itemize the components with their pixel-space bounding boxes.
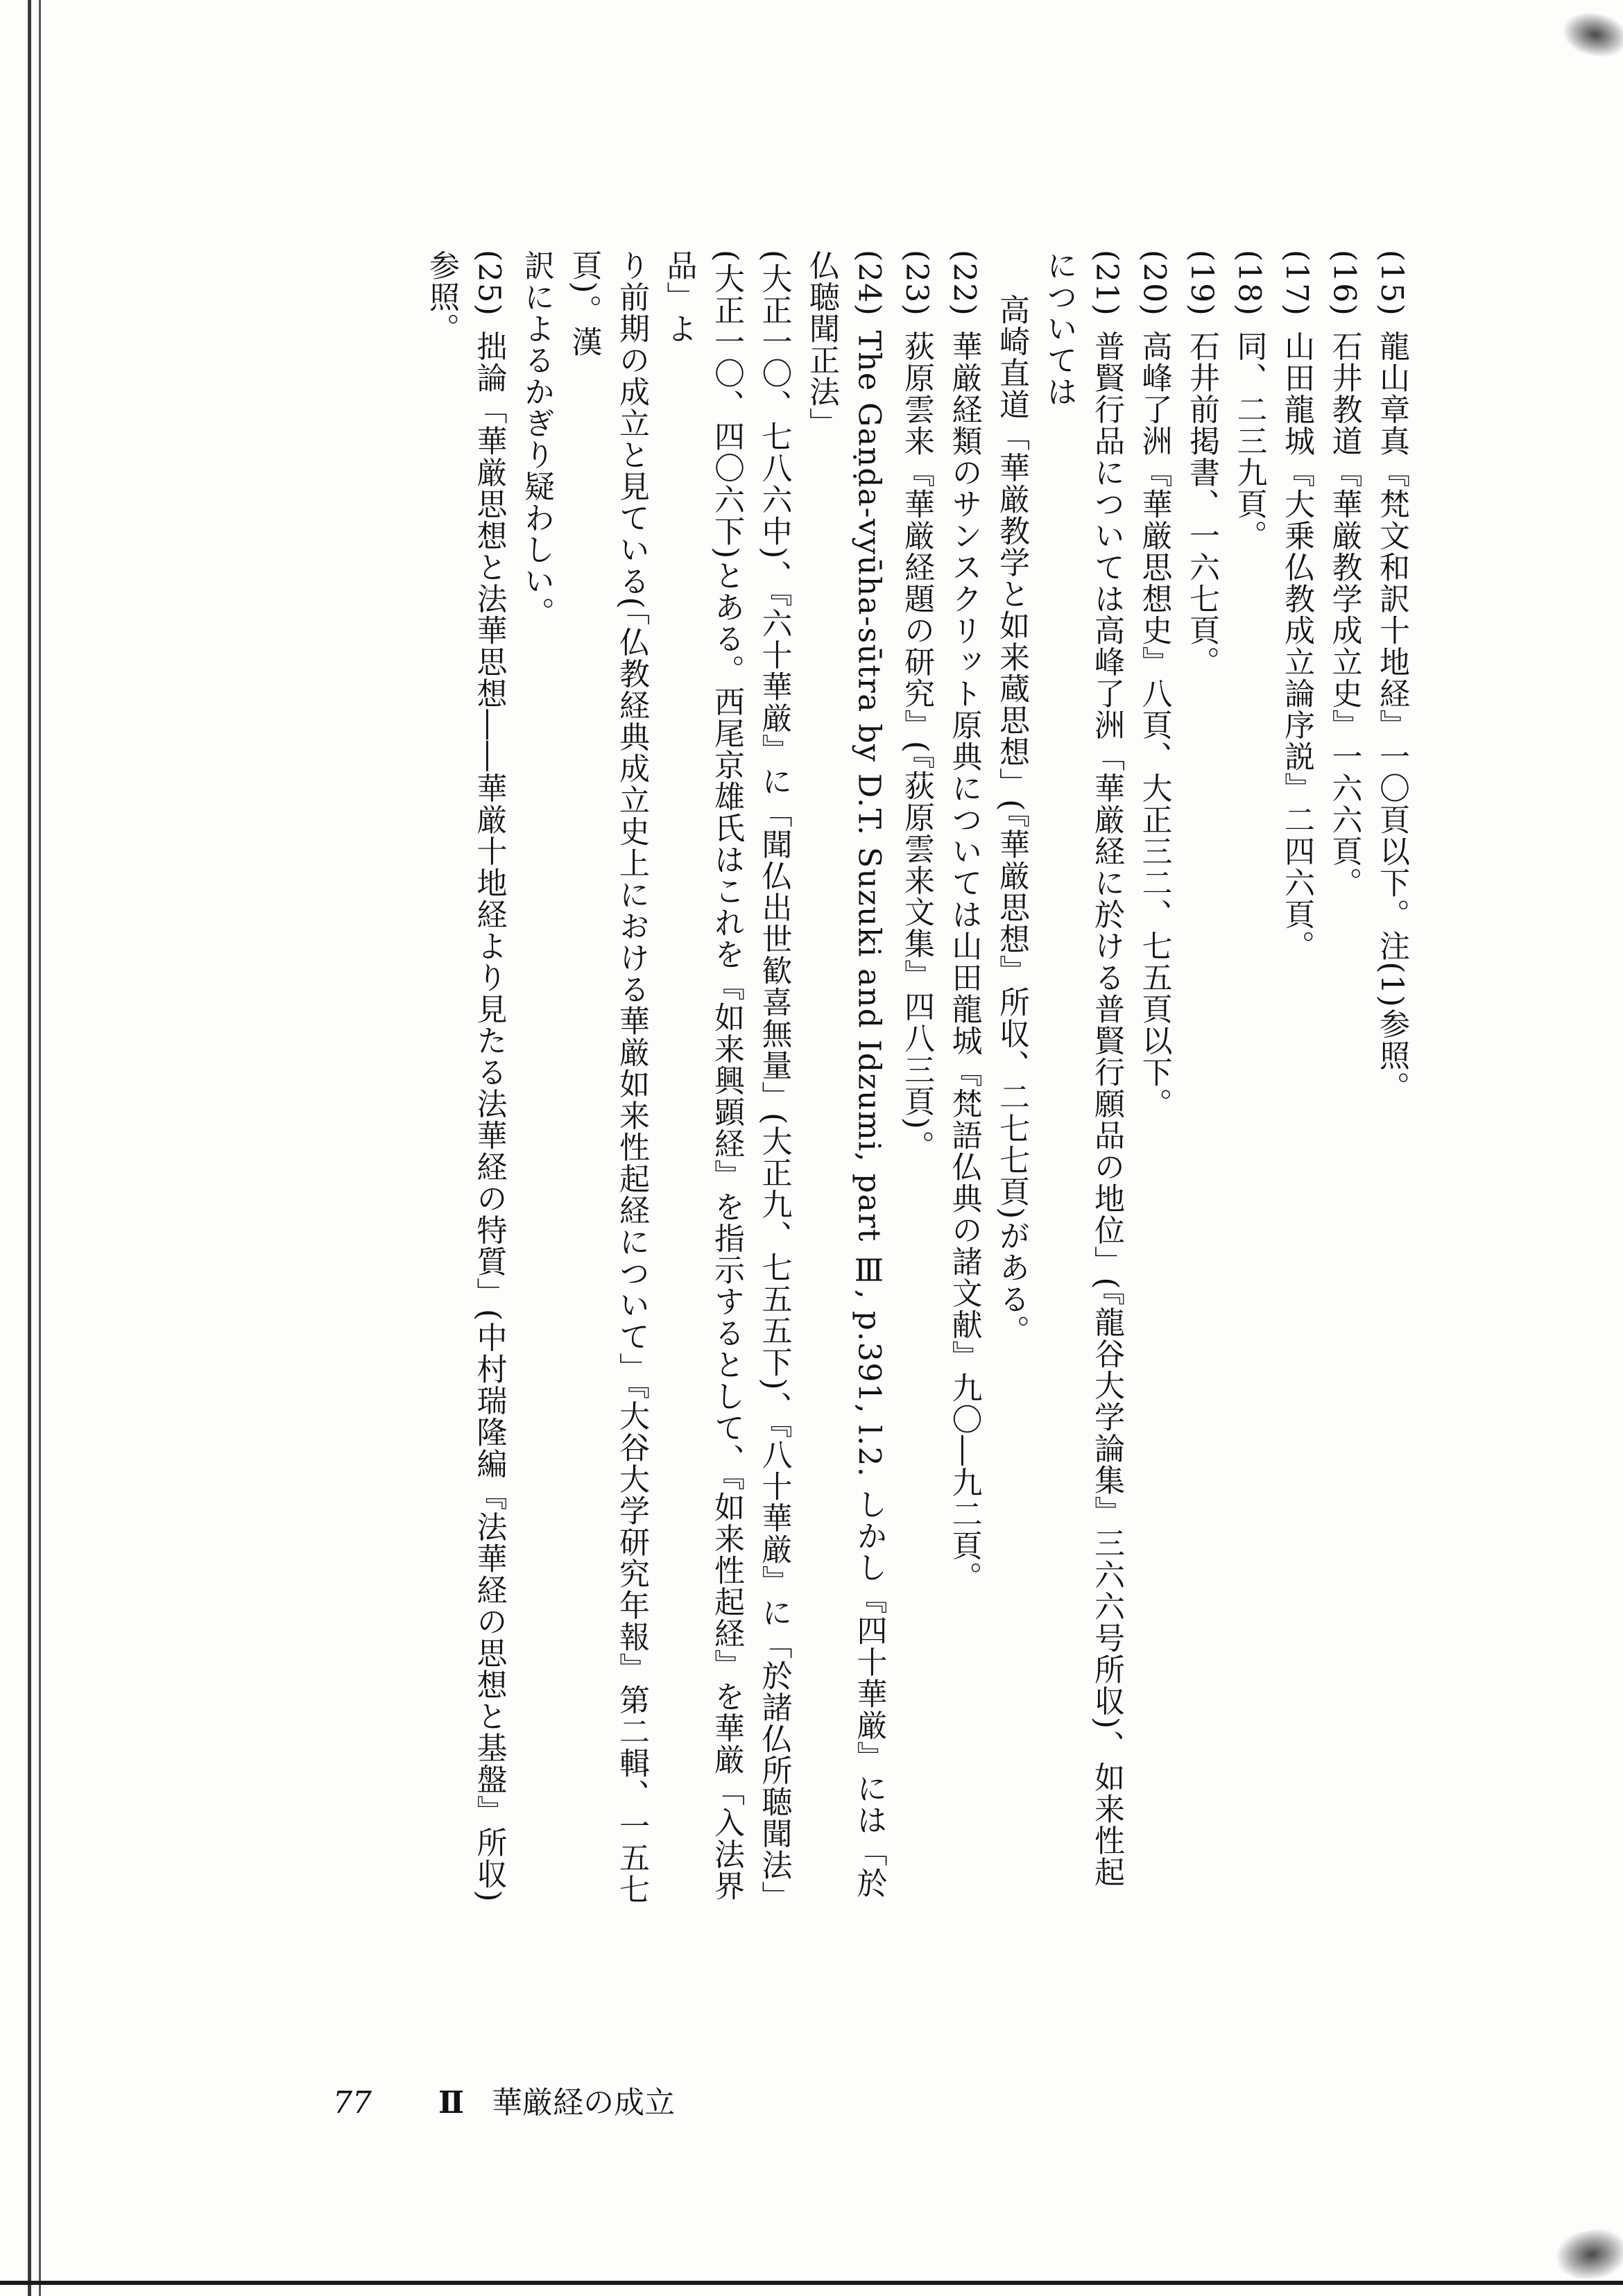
note-text: The Gaṇḍa-vyūha-sūtra by D.T. Suzuki and Idzumi, part Ⅲ, p.391, l.2. しかし『四十華厳』には「於仏聴聞正法」 bbox=[804, 250, 887, 1899]
note-text: 山田龍城『大乗仏教成立論序説』二四六頁。 bbox=[1279, 330, 1314, 962]
note-text: 訳によるかぎり疑わしい。 bbox=[519, 250, 554, 628]
note-text: り前期の成立と見ている(「仏教経典成立史上における華厳如来性起経について」『大谷大学研究年報』第二輯、一五七頁)。漢 bbox=[566, 250, 649, 1905]
endnote bbox=[1225, 250, 1273, 1914]
note-text: 荻原雲来『華厳経題の研究』(『荻原雲来文集』四八三頁)。 bbox=[899, 330, 934, 1162]
endnote bbox=[1035, 250, 1130, 1914]
note-text: 高崎直道「華厳教学と如来蔵思想」(『華厳思想』所収、二七七頁)がある。 bbox=[994, 294, 1029, 1346]
note-number: (22) bbox=[946, 250, 982, 317]
note-text: (大正一〇、四〇六下)とある。西尾京雄氏はこれを『如来興顕経』を指示するとして、『如来性起経』を華厳「入法界品」よ bbox=[661, 250, 744, 1902]
endnote bbox=[798, 250, 893, 1914]
note-number: (16) bbox=[1326, 250, 1362, 317]
endnote bbox=[1130, 250, 1178, 1914]
note-number: (19) bbox=[1184, 250, 1219, 317]
endnote bbox=[940, 250, 988, 1914]
part-numeral: Ⅱ bbox=[438, 2085, 465, 2121]
endnote bbox=[1178, 250, 1226, 1914]
note-text: 石井教道『華厳教学成立史』一六六頁。 bbox=[1326, 330, 1362, 899]
note-text: 高峰了洲『華厳思想史』八頁、大正三二、七五頁以下。 bbox=[1136, 330, 1172, 1120]
note-text: 拙論「華厳思想と法華思想――華厳十地経より見たる法華経の特質」(中村瑞隆編『法華経の思想と基盤』所収)参照。 bbox=[424, 250, 507, 1903]
note-text: (大正一〇、七八六中)、『六十華厳』に「聞仏出世歓喜無量」(大正九、七五五下)、『八十華厳』に「於諸仏所聴聞法」 bbox=[756, 250, 792, 1912]
note-number: (21) bbox=[1089, 250, 1124, 317]
binding-rule bbox=[39, 0, 41, 2296]
endnote bbox=[1273, 250, 1321, 1914]
note-number: (15) bbox=[1374, 250, 1409, 317]
note-number: (17) bbox=[1279, 250, 1314, 317]
chapter-title: 華厳経の成立 bbox=[492, 2085, 676, 2121]
endnote-continuation bbox=[513, 250, 560, 1914]
note-text: 同、二三九頁。 bbox=[1231, 330, 1267, 551]
endnotes-column bbox=[424, 250, 1415, 1914]
endnote bbox=[1368, 250, 1416, 1914]
endnote-continuation bbox=[560, 250, 655, 1914]
note-text: 龍山章真『梵文和訳十地経』一〇頁以下。注(1)参照。 bbox=[1374, 330, 1409, 1103]
page-number: 77 bbox=[333, 2085, 372, 2121]
page-bottom-rule bbox=[0, 2281, 1623, 2285]
endnote bbox=[893, 250, 941, 1914]
note-text: 石井前掲書、一六七頁。 bbox=[1184, 330, 1219, 678]
endnote-continuation bbox=[655, 250, 750, 1914]
endnote-continuation bbox=[750, 250, 798, 1914]
note-number: (23) bbox=[899, 250, 934, 317]
note-number: (20) bbox=[1136, 250, 1172, 317]
binding-rule bbox=[28, 0, 31, 2296]
note-text: 華厳経類のサンスクリット原典については山田龍城『梵語仏典の諸文献』九〇―九二頁。 bbox=[946, 330, 982, 1593]
endnote bbox=[1320, 250, 1368, 1914]
endnote-continuation bbox=[988, 250, 1036, 1914]
endnote bbox=[418, 250, 513, 1914]
running-footer bbox=[333, 2077, 675, 2122]
note-number: (24) bbox=[851, 250, 887, 317]
note-number: (18) bbox=[1231, 250, 1267, 317]
scan-smudge bbox=[1561, 8, 1623, 61]
scan-smudge bbox=[1554, 2225, 1623, 2284]
note-number: (25) bbox=[471, 250, 507, 317]
note-text: 普賢行品については高峰了洲「華厳経に於ける普賢行願品の地位」(『龍谷大学論集』三六六号所収)、如来性起については bbox=[1041, 250, 1124, 1888]
